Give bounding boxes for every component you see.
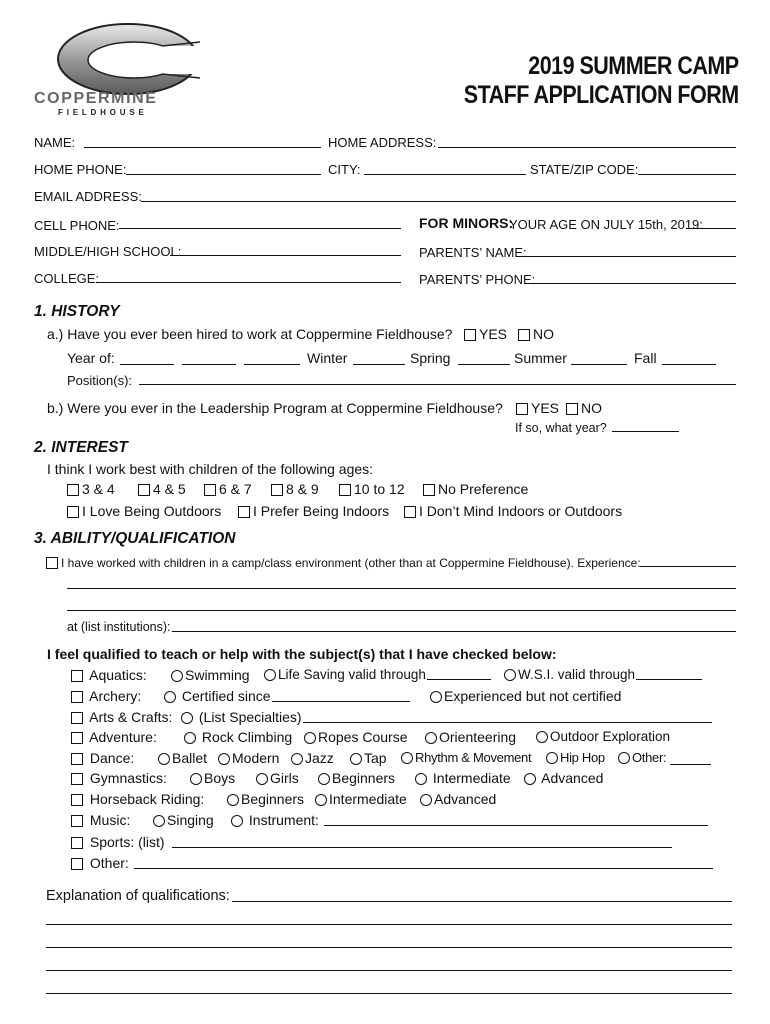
checkbox-dance[interactable] (71, 750, 134, 766)
option-label: Outdoor Exploration (550, 729, 671, 744)
field-year-1[interactable] (120, 364, 174, 365)
field-state-zip[interactable] (638, 174, 736, 175)
radio-ballet[interactable] (158, 750, 207, 766)
field-institutions[interactable] (172, 631, 736, 632)
checkbox-other[interactable] (71, 855, 129, 871)
label-summer: Summer (514, 350, 567, 366)
field-email[interactable] (141, 201, 736, 202)
question-leadership: b.) Were you ever in the Leadership Program at Coppermine Fieldhouse? (47, 400, 503, 416)
option-label: I Love Being Outdoors (82, 503, 222, 519)
field-parents-name[interactable] (518, 256, 736, 257)
label-explanation: Explanation of qualifications: (46, 888, 230, 904)
radio-icon (430, 691, 442, 703)
radio-orienteering[interactable] (425, 729, 516, 745)
option-label: Horseback Riding: (89, 791, 205, 807)
section-history-heading: 1. HISTORY (34, 303, 120, 320)
option-label: Instrument: (248, 812, 319, 828)
radio-icon (181, 712, 193, 724)
option-label: Orienteering (439, 729, 517, 745)
option-label: Rhythm & Movement (415, 750, 532, 765)
logo-c-mark (50, 20, 210, 98)
option-label: Ballet (172, 750, 208, 766)
option-label: 3 & 4 (82, 481, 115, 497)
option-label: I have worked with children in a camp/class environment (other than at Coppermine Fieldhouse). Experience: (61, 556, 641, 570)
radio-specialties[interactable] (181, 709, 302, 725)
checkbox-leadership-yes[interactable] (516, 400, 559, 416)
option-label: Advanced (434, 791, 497, 807)
option-label: Music: (89, 812, 131, 828)
option-label: Advanced (541, 770, 604, 786)
coppermine-logo (30, 20, 200, 116)
option-label: Singing (167, 812, 214, 828)
checkbox-age-6-7[interactable] (204, 481, 252, 497)
checkbox-no-preference[interactable] (423, 481, 528, 497)
option-label: NO (533, 326, 554, 342)
radio-outdoor-exploration[interactable] (536, 729, 670, 744)
option-label: No Preference (438, 481, 529, 497)
checkbox-aquatics[interactable] (71, 667, 147, 683)
option-label: 10 to 12 (354, 481, 405, 497)
checkbox-icon (339, 484, 351, 496)
option-label: Beginners (241, 791, 305, 807)
radio-dance-other[interactable] (618, 750, 666, 765)
label-state-zip: STATE/ZIP CODE: (530, 162, 639, 177)
option-label: Life Saving valid through (278, 667, 426, 682)
label-age: YOUR AGE ON JULY 15th, 2019: (509, 217, 703, 232)
radio-horse-beginners[interactable] (227, 791, 304, 807)
option-label: Intermediate (432, 770, 511, 786)
label-home-address: HOME ADDRESS: (328, 135, 437, 150)
label-parents-phone: PARENTS’ PHONE: (419, 272, 536, 287)
checkbox-icon (464, 329, 476, 341)
radio-experienced[interactable] (430, 688, 621, 704)
option-label: Boys (204, 770, 236, 786)
option-label: Tap (364, 750, 387, 766)
form-title-line2: STAFF APPLICATION FORM (464, 81, 739, 109)
checkbox-icon (71, 837, 83, 849)
radio-icon (546, 752, 558, 764)
option-label: Sports: (list) (89, 834, 165, 850)
option-label: Gymnastics: (89, 770, 167, 786)
radio-gym-advanced[interactable] (524, 770, 603, 786)
logo-subtitle: F I E L D H O U S E (58, 108, 145, 117)
label-email: EMAIL ADDRESS: (34, 189, 142, 204)
field-experience-line2[interactable] (67, 588, 736, 589)
option-label: Archery: (89, 688, 142, 704)
checkbox-hired-yes[interactable] (464, 326, 507, 342)
radio-icon (256, 773, 268, 785)
label-spring: Spring (410, 350, 451, 366)
label-college: COLLEGE: (34, 271, 100, 286)
field-lifesaving[interactable] (427, 679, 491, 680)
option-label: Other: (632, 750, 667, 765)
option-label: 6 & 7 (219, 481, 252, 497)
option-label: Intermediate (329, 791, 407, 807)
checkbox-icon (138, 484, 150, 496)
option-label: Ropes Course (318, 729, 408, 745)
radio-icon (504, 669, 516, 681)
field-experience-line3[interactable] (67, 610, 736, 611)
radio-icon (415, 773, 427, 785)
field-other[interactable] (134, 868, 713, 869)
field-what-year[interactable] (612, 431, 679, 432)
field-home-phone[interactable] (126, 174, 321, 175)
radio-jazz[interactable] (291, 750, 334, 766)
label-positions: Position(s): (67, 373, 133, 388)
field-explanation-line4[interactable] (46, 970, 732, 971)
option-label: Experienced but not certified (444, 688, 622, 704)
checkbox-icon (204, 484, 216, 496)
radio-tap[interactable] (350, 750, 387, 766)
checkbox-icon (71, 691, 83, 703)
option-label: I Prefer Being Indoors (253, 503, 390, 519)
radio-icon (401, 752, 413, 764)
checkbox-horseback[interactable] (71, 791, 204, 807)
field-college[interactable] (96, 282, 401, 283)
interest-intro: I think I work best with children of the following ages: (47, 461, 374, 477)
checkbox-age-8-9[interactable] (271, 481, 319, 497)
field-school[interactable] (170, 255, 401, 256)
option-label: YES (531, 400, 560, 416)
label-winter: Winter (307, 350, 348, 366)
radio-ropes-course[interactable] (304, 729, 408, 745)
checkbox-icon (71, 712, 83, 724)
checkbox-age-3-4[interactable] (67, 481, 115, 497)
radio-icon (618, 752, 630, 764)
option-label: (List Specialties) (198, 709, 302, 725)
checkbox-icon (71, 858, 83, 870)
checkbox-icon (271, 484, 283, 496)
field-instrument[interactable] (324, 825, 708, 826)
radio-icon (318, 773, 330, 785)
label-institutions: at (list institutions): (67, 620, 171, 634)
radio-icon (524, 773, 536, 785)
question-hired: a.) Have you ever been hired to work at Coppermine Fieldhouse? (47, 326, 453, 342)
field-certified[interactable] (272, 701, 410, 702)
field-age[interactable] (687, 228, 736, 229)
checkbox-icon (423, 484, 435, 496)
checkbox-icon (516, 403, 528, 415)
radio-icon (350, 753, 362, 765)
checkbox-icon (71, 732, 83, 744)
label-parents-name: PARENTS’ NAME: (419, 245, 527, 260)
field-specialties[interactable] (303, 722, 712, 723)
field-winter[interactable] (353, 364, 405, 365)
option-label: 4 & 5 (153, 481, 186, 497)
option-label: Certified since (181, 688, 271, 704)
section-ability-heading: 3. ABILITY/QUALIFICATION (34, 530, 236, 547)
radio-singing[interactable] (153, 812, 214, 828)
radio-rock-climbing[interactable] (184, 729, 292, 745)
label-school: MIDDLE/HIGH SCHOOL: (34, 244, 182, 259)
checkbox-prefer-indoors[interactable] (238, 503, 389, 519)
radio-gym-beginners[interactable] (318, 770, 395, 786)
checkbox-icon (71, 773, 83, 785)
radio-icon (291, 753, 303, 765)
radio-horse-advanced[interactable] (420, 791, 496, 807)
radio-wsi[interactable] (504, 667, 635, 682)
option-label: Other: (89, 855, 129, 871)
radio-icon (425, 732, 437, 744)
checkbox-icon (518, 329, 530, 341)
radio-swimming[interactable] (171, 667, 250, 683)
radio-icon (153, 815, 165, 827)
radio-hip-hop[interactable] (546, 750, 605, 765)
checkbox-icon (404, 506, 416, 518)
checkbox-gymnastics[interactable] (71, 770, 167, 786)
field-wsi[interactable] (636, 679, 702, 680)
radio-icon (231, 815, 243, 827)
radio-icon (218, 753, 230, 765)
checkbox-dont-mind[interactable] (404, 503, 622, 519)
checkbox-leadership-no[interactable] (566, 400, 602, 416)
field-cell-phone[interactable] (119, 228, 401, 229)
radio-icon (171, 670, 183, 682)
radio-rhythm-movement[interactable] (401, 750, 531, 765)
checkbox-hired-no[interactable] (518, 326, 554, 342)
option-label: Swimming (185, 667, 250, 683)
label-home-phone: HOME PHONE: (34, 162, 127, 177)
radio-lifesaving[interactable] (264, 667, 426, 682)
field-spring[interactable] (458, 364, 510, 365)
option-label: NO (581, 400, 602, 416)
checkbox-icon (67, 506, 79, 518)
radio-boys[interactable] (190, 770, 235, 786)
field-sports[interactable] (172, 847, 672, 848)
checkbox-icon (71, 815, 83, 827)
checkbox-arts-crafts[interactable] (71, 709, 172, 725)
checkbox-sports[interactable] (71, 834, 165, 850)
field-explanation[interactable] (232, 901, 732, 902)
field-explanation-line5[interactable] (46, 993, 732, 994)
checkbox-camp-experience[interactable] (46, 556, 641, 570)
checkbox-adventure[interactable] (71, 729, 157, 745)
radio-certified[interactable] (164, 688, 271, 704)
field-positions[interactable] (139, 384, 736, 385)
option-label: Rock Climbing (201, 729, 293, 745)
field-explanation-line2[interactable] (46, 924, 732, 925)
label-cell-phone: CELL PHONE: (34, 218, 120, 233)
checkbox-icon (71, 670, 83, 682)
label-year-of: Year of: (67, 350, 115, 366)
checkbox-love-outdoors[interactable] (67, 503, 221, 519)
checkbox-icon (71, 753, 83, 765)
option-label: I Don’t Mind Indoors or Outdoors (419, 503, 623, 519)
option-label: YES (479, 326, 508, 342)
radio-icon (184, 732, 196, 744)
field-city[interactable] (364, 174, 526, 175)
checkbox-icon (566, 403, 578, 415)
label-for-minors: FOR MINORS: (419, 215, 514, 231)
radio-icon (158, 753, 170, 765)
radio-icon (315, 794, 327, 806)
form-title-line1: 2019 SUMMER CAMP (528, 52, 739, 80)
checkbox-icon (238, 506, 250, 518)
radio-icon (536, 731, 548, 743)
section-interest-heading: 2. INTEREST (34, 439, 128, 456)
radio-icon (164, 691, 176, 703)
checkbox-age-4-5[interactable] (138, 481, 186, 497)
option-label: Hip Hop (560, 750, 605, 765)
radio-icon (227, 794, 239, 806)
option-label: Modern (232, 750, 280, 766)
radio-icon (420, 794, 432, 806)
radio-girls[interactable] (256, 770, 299, 786)
field-year-3[interactable] (244, 364, 300, 365)
option-label: Girls (270, 770, 299, 786)
field-name[interactable] (84, 147, 321, 148)
radio-gym-intermediate[interactable] (415, 770, 511, 786)
checkbox-icon (71, 794, 83, 806)
field-summer[interactable] (571, 364, 627, 365)
label-what-year: If so, what year? (515, 421, 607, 435)
radio-instrument[interactable] (231, 812, 319, 828)
option-label: 8 & 9 (286, 481, 319, 497)
field-home-address[interactable] (438, 147, 736, 148)
option-label: W.S.I. valid through (518, 667, 636, 682)
checkbox-archery[interactable] (71, 688, 141, 704)
checkbox-icon (46, 557, 58, 569)
field-fall[interactable] (662, 364, 716, 365)
radio-horse-intermediate[interactable] (315, 791, 407, 807)
option-label: Dance: (89, 750, 135, 766)
checkbox-icon (67, 484, 79, 496)
field-year-2[interactable] (182, 364, 236, 365)
radio-icon (264, 669, 276, 681)
label-city: CITY: (328, 162, 361, 177)
checkbox-music[interactable] (71, 812, 130, 828)
option-label: Aquatics: (89, 667, 147, 683)
field-explanation-line3[interactable] (46, 947, 732, 948)
field-parents-phone[interactable] (528, 283, 736, 284)
radio-icon (190, 773, 202, 785)
label-fall: Fall (634, 350, 657, 366)
option-label: Jazz (305, 750, 334, 766)
subjects-intro: I feel qualified to teach or help with the subject(s) that I have checked below: (47, 646, 557, 662)
option-label: Arts & Crafts: (89, 709, 173, 725)
label-name: NAME: (34, 135, 76, 150)
radio-icon (304, 732, 316, 744)
option-label: Adventure: (89, 729, 157, 745)
field-dance-other[interactable] (670, 764, 711, 765)
option-label: Beginners (332, 770, 396, 786)
field-experience[interactable] (640, 566, 736, 567)
checkbox-age-10-12[interactable] (339, 481, 405, 497)
logo-name: COPPERMINE (34, 90, 158, 107)
radio-modern[interactable] (218, 750, 279, 766)
